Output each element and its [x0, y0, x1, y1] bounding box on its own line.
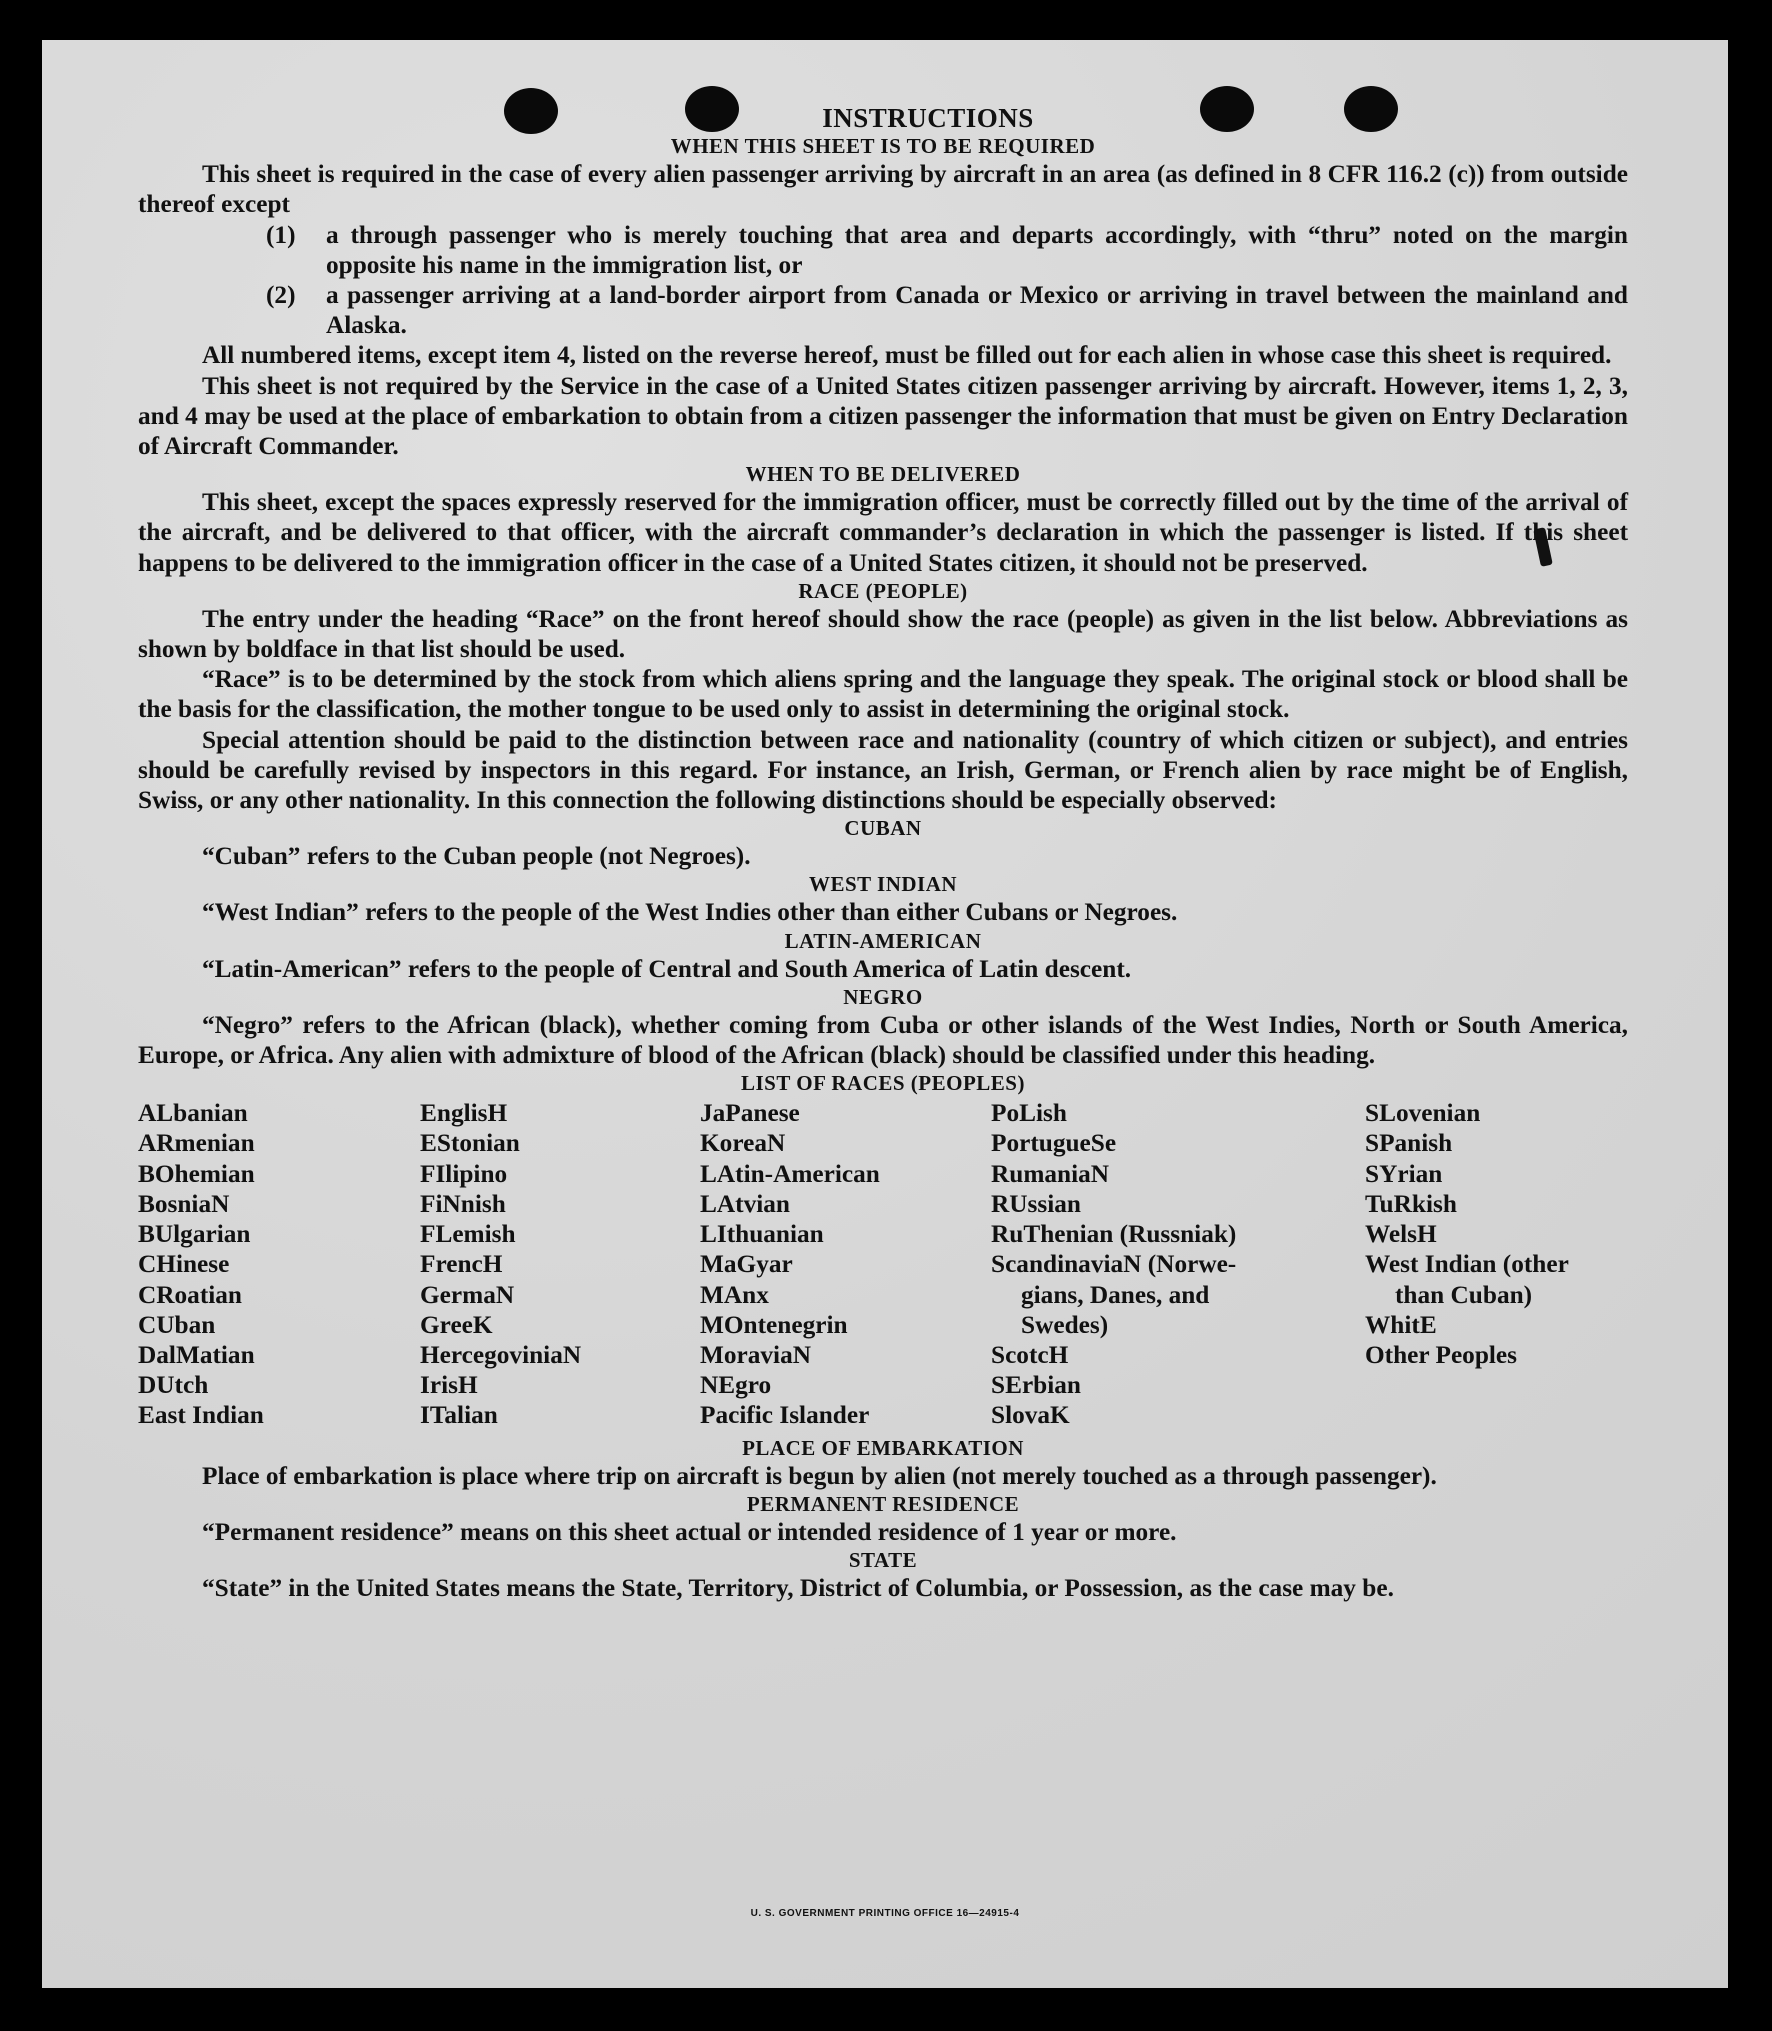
race-entry: MaGyar — [700, 1250, 793, 1279]
paragraph-state: “State” in the United States means the State, Territory, District of Columbia, or Possession, as the case may be. — [202, 1573, 1394, 1602]
race-entry: than Cuban) — [1395, 1280, 1533, 1309]
printer-footer: U. S. GOVERNMENT PRINTING OFFICE 16—24915-4 — [750, 1908, 1020, 1919]
paragraph-embarkation: Place of embarkation is place where trip on aircraft is begun by alien (not merely touched as a through passenger). — [202, 1461, 1437, 1490]
item-text: a through passenger who is merely touching that area and departs accordingly, with “thru” noted on the margin opposite his name in the immigration list, or — [326, 220, 1628, 279]
race-entry: BUlgarian — [138, 1220, 251, 1249]
paragraph-race-1: The entry under the heading “Race” on the front hereof should show the race (people) as given in the list below. Abbreviations as shown by boldface in that list should be used. — [138, 604, 1628, 664]
paragraph-residence: “Permanent residence” means on this sheet actual or intended residence of 1 year or more. — [202, 1517, 1177, 1546]
heading-state: STATE — [848, 1547, 918, 1572]
race-entry: SlovaK — [991, 1401, 1070, 1430]
race-entry: CHinese — [138, 1250, 230, 1279]
race-entry: East Indian — [138, 1401, 264, 1430]
race-entry: BOhemian — [138, 1159, 255, 1188]
race-entry: JaPanese — [700, 1099, 800, 1128]
heading-when-required: WHEN THIS SHEET IS TO BE REQUIRED — [670, 134, 1096, 159]
paragraph-when-delivered: This sheet, except the spaces expressly reserved for the immigration officer, must be correctly filled out by the time of the arrival of the aircraft, and be delivered to that officer, with the aircraft commander’s declaration in which the passenger is listed. If this sheet happens to be delivered to the immigration officer in the case of a United States citizen, it should not be preserved. — [138, 488, 1628, 577]
item-text: a passenger arriving at a land-border airport from Canada or Mexico or arriving in travel between the mainland and Alaska. — [326, 281, 1628, 340]
race-entry: HercegoviniaN — [420, 1340, 582, 1369]
race-entry: Swedes) — [1021, 1310, 1109, 1339]
paragraph-race-2: “Race” is to be determined by the stock from which aliens spring and the language they speak. The original stock or blood shall be the basis for the classification, the mother tongue to be used only to assist in determining the original stock. — [138, 665, 1628, 724]
heading-residence: PERMANENT RESIDENCE — [746, 1491, 1020, 1516]
race-entry: LAtvian — [700, 1189, 790, 1218]
race-entry — [1365, 1400, 1628, 1430]
race-entry: Other Peoples — [1365, 1340, 1517, 1369]
race-entry: BosniaN — [138, 1189, 230, 1218]
race-entry: WhitE — [1365, 1310, 1437, 1339]
race-entry: GreeK — [420, 1310, 493, 1339]
race-entry: GermaN — [420, 1280, 515, 1309]
heading-latin-american: LATIN-AMERICAN — [784, 928, 982, 953]
race-entry — [1365, 1370, 1628, 1400]
race-entry: TuRkish — [1365, 1189, 1457, 1218]
race-entry: SPanish — [1365, 1129, 1453, 1158]
race-entry: ScandinaviaN (Norwe- — [991, 1250, 1237, 1279]
race-entry: RumaniaN — [991, 1159, 1110, 1188]
race-entry: SYrian — [1365, 1159, 1443, 1188]
heading-list-of-races: LIST OF RACES (PEOPLES) — [741, 1071, 1025, 1096]
race-entry: PortugueSe — [991, 1129, 1117, 1158]
race-entry: RuThenian (Russniak) — [991, 1220, 1237, 1249]
race-entry: DalMatian — [138, 1340, 255, 1369]
races-list — [138, 1098, 1628, 1430]
race-entry: EnglisH — [420, 1099, 508, 1128]
race-entry: ARmenian — [138, 1129, 255, 1158]
race-entry: FIlipino — [420, 1159, 508, 1188]
race-entry: EStonian — [420, 1129, 520, 1158]
heading-cuban: CUBAN — [844, 816, 922, 841]
race-entry: FrencH — [420, 1250, 503, 1279]
race-entry: LIthuanian — [700, 1220, 824, 1249]
heading-negro: NEGRO — [843, 984, 923, 1009]
definition-cuban: “Cuban” refers to the Cuban people (not Negroes). — [202, 842, 751, 871]
instructions-body — [138, 103, 1628, 1603]
race-entry: PoLish — [991, 1099, 1067, 1128]
race-entry: RUssian — [991, 1189, 1081, 1218]
definition-latin-american: “Latin-American” refers to the people of Central and South America of Latin descent. — [202, 954, 1132, 983]
item-number: (2) — [266, 281, 296, 310]
document-sheet — [42, 40, 1728, 1988]
race-entry: KoreaN — [700, 1129, 786, 1158]
race-entry: MAnx — [700, 1280, 769, 1309]
heading-west-indian: WEST INDIAN — [808, 872, 958, 897]
item-number: (1) — [266, 220, 296, 249]
race-entry: LAtin-American — [700, 1159, 880, 1188]
heading-embarkation: PLACE OF EMBARKATION — [742, 1435, 1024, 1460]
list-item — [138, 280, 1628, 340]
race-entry: IrisH — [420, 1371, 478, 1400]
paragraph-citizen-passenger: This sheet is not required by the Service in the case of a United States citizen passenger arriving by aircraft. However, items 1, 2, 3, and 4 may be used at the place of embarkation to obtain from a citizen passenger the information that must be given on Entry Declaration of Aircraft Commander. — [138, 371, 1628, 461]
race-entry: MoraviaN — [700, 1340, 811, 1369]
race-entry: FiNnish — [420, 1189, 506, 1218]
race-entry: MOntenegrin — [700, 1310, 848, 1339]
definition-negro: “Negro” refers to the African (black), whether coming from Cuba or other islands of the West Indies, North or South America, Europe, or Africa. Any alien with admixture of blood of the African (black) should be classified under this heading. — [138, 1010, 1628, 1070]
paragraph-numbered-items: All numbered items, except item 4, listed on the reverse hereof, must be filled out for each alien in whose case this sheet is required. — [202, 341, 1612, 370]
page-title: INSTRUCTIONS — [822, 103, 1034, 133]
race-entry: FLemish — [420, 1220, 516, 1249]
race-entry: Pacific Islander — [700, 1401, 870, 1430]
race-entry: ScotcH — [991, 1340, 1069, 1369]
race-entry: ITalian — [420, 1401, 498, 1430]
heading-when-delivered: WHEN TO BE DELIVERED — [745, 462, 1021, 487]
race-entry: West Indian (other — [1365, 1250, 1569, 1279]
race-entry: NEgro — [700, 1371, 772, 1400]
race-entry: CUban — [138, 1310, 216, 1339]
race-entry: gians, Danes, and — [1021, 1280, 1210, 1309]
list-item — [138, 220, 1628, 280]
heading-race: RACE (PEOPLE) — [798, 578, 968, 603]
definition-west-indian: “West Indian” refers to the people of the West Indies other than either Cubans or Negroes. — [202, 898, 1178, 927]
paragraph-race-3: Special attention should be paid to the distinction between race and nationality (country of which citizen or subject), and entries should be carefully revised by inspectors in this regard. For instance, an Irish, German, or French alien by race might be of English, Swiss, or any other nationality. In this connection the following distinctions should be especially observed: — [138, 725, 1628, 815]
race-entry: ALbanian — [138, 1099, 248, 1128]
paragraph-when-required-intro: This sheet is required in the case of every alien passenger arriving by aircraft in an area (as defined in 8 CFR 116.2 (c)) from outside thereof except — [138, 160, 1628, 219]
race-entry: SErbian — [991, 1371, 1081, 1400]
race-entry: SLovenian — [1365, 1099, 1481, 1128]
race-entry: CRoatian — [138, 1280, 243, 1309]
race-entry: WelsH — [1365, 1220, 1437, 1249]
race-entry: DUtch — [138, 1371, 209, 1400]
